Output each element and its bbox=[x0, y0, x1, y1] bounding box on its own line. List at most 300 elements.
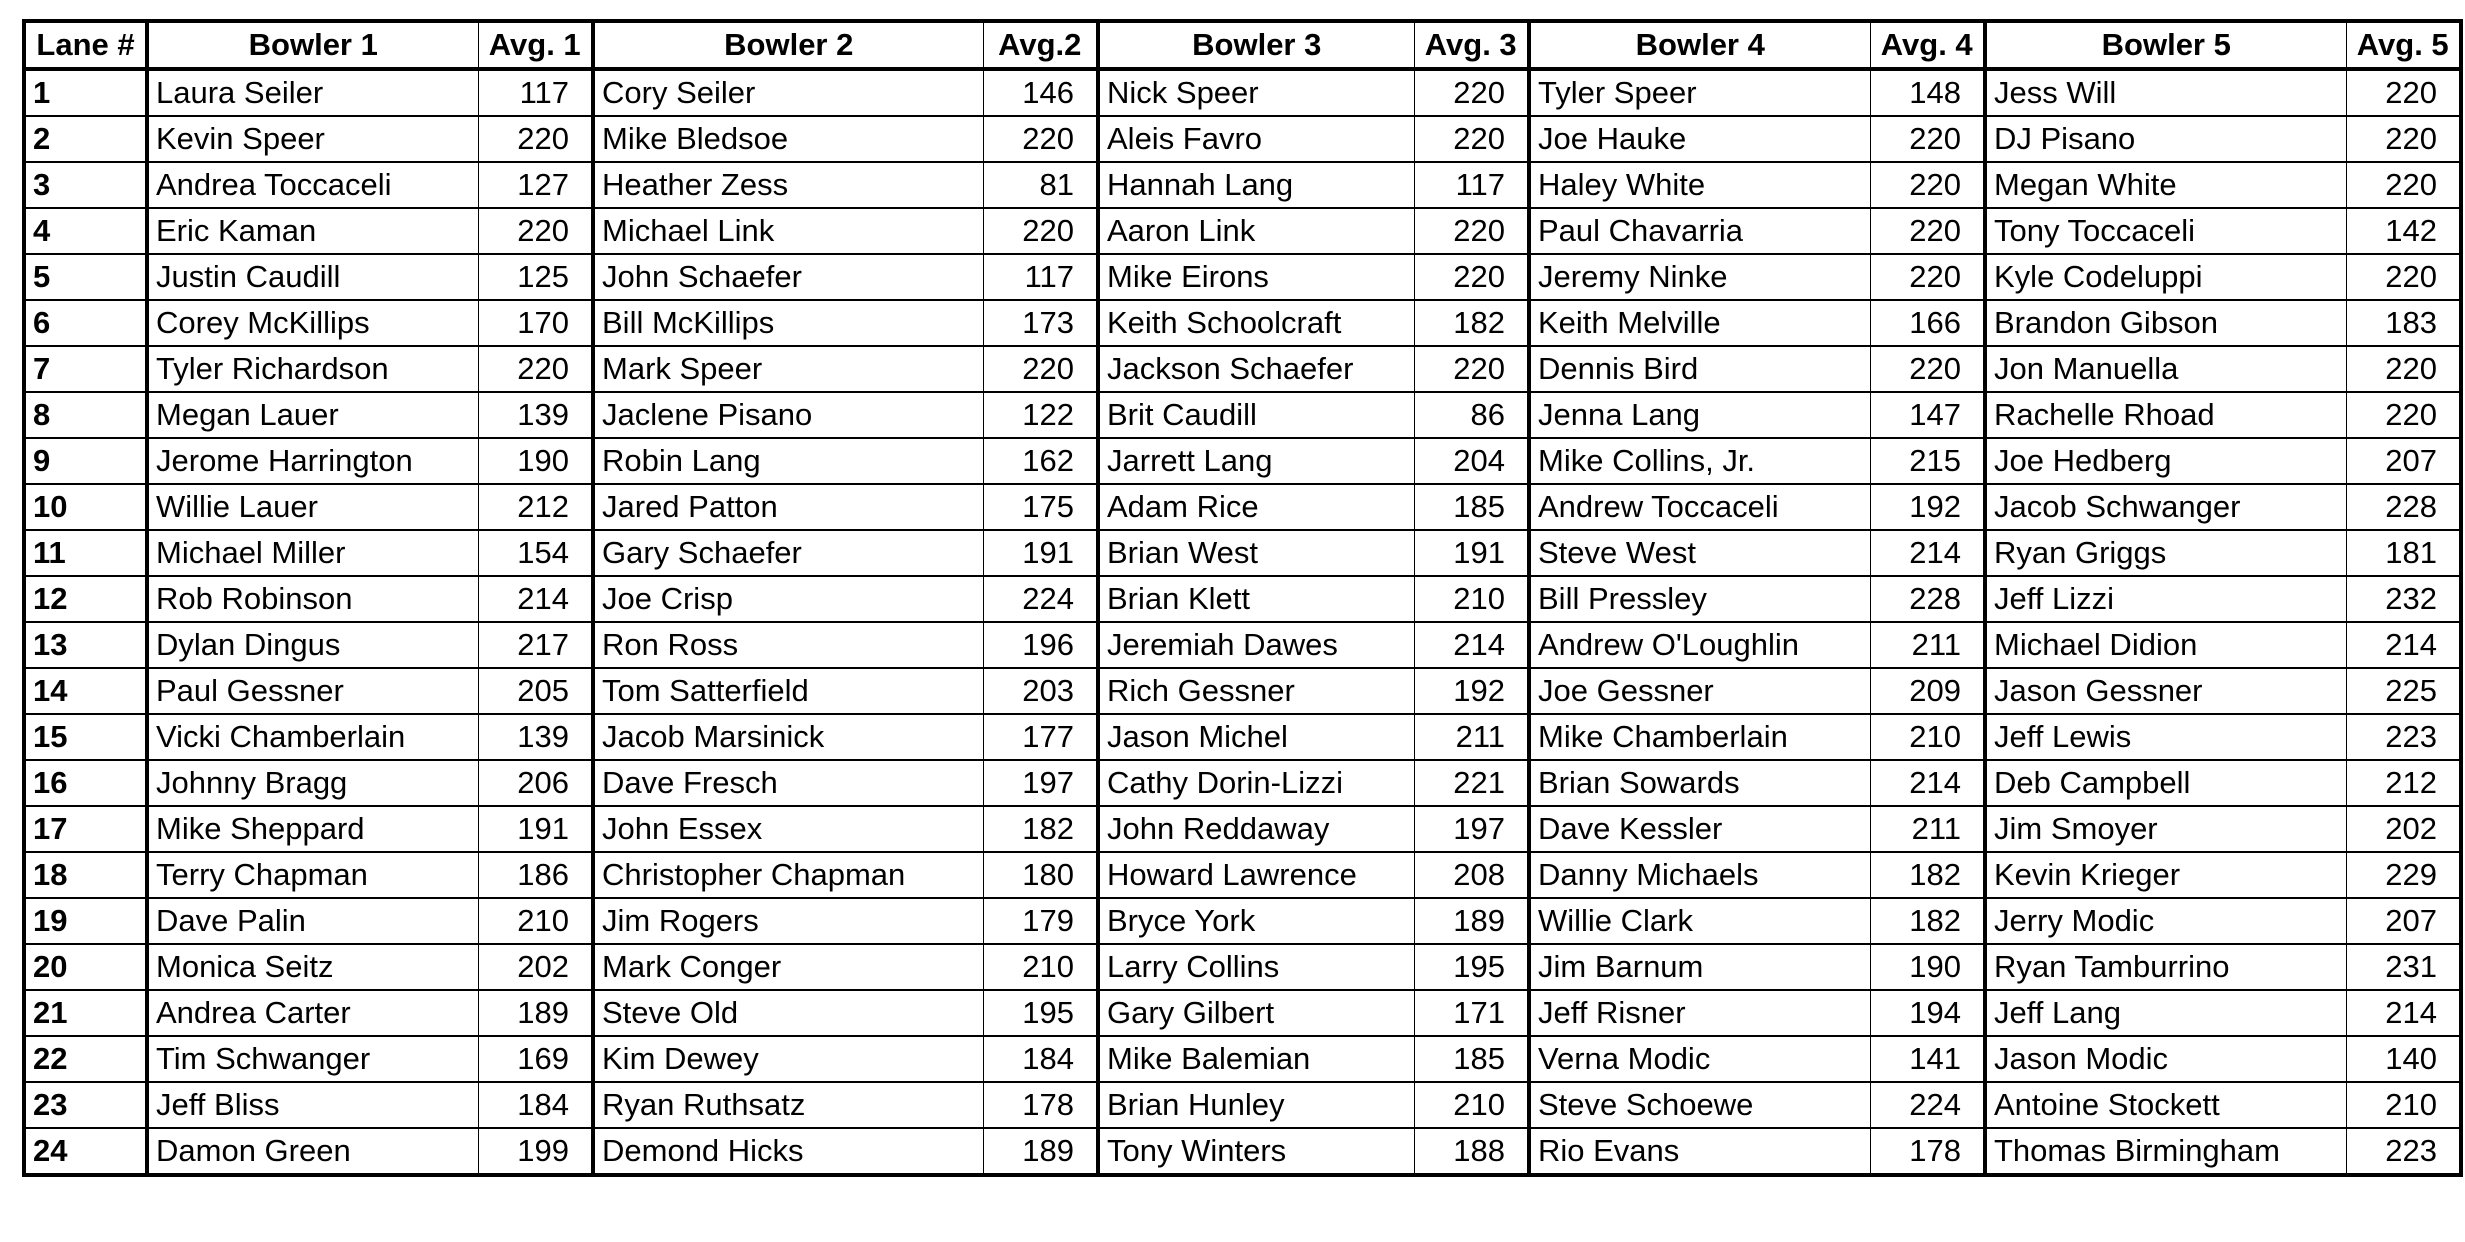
table-row bbox=[24, 116, 2461, 162]
bowler-2-name-cell: Mike Bledsoe bbox=[593, 116, 983, 162]
bowler-4-name-cell: Willie Clark bbox=[1529, 898, 1870, 944]
bowler-3-average-cell: 171 bbox=[1414, 990, 1529, 1036]
bowler-3-average-cell: 188 bbox=[1414, 1128, 1529, 1175]
bowler-3-name-cell: Brian Hunley bbox=[1098, 1082, 1414, 1128]
lane-number-cell: 23 bbox=[24, 1082, 147, 1128]
bowler-3-name-cell: Gary Gilbert bbox=[1098, 990, 1414, 1036]
table-row bbox=[24, 990, 2461, 1036]
bowler-2-average-cell: 162 bbox=[983, 438, 1098, 484]
bowler-5-average-cell: 229 bbox=[2346, 852, 2461, 898]
lane-number-cell: 6 bbox=[24, 300, 147, 346]
bowler-4-average-cell: 220 bbox=[1870, 346, 1985, 392]
bowler-1-average-cell: 127 bbox=[478, 162, 593, 208]
lane-number-cell: 21 bbox=[24, 990, 147, 1036]
bowler-4-name-cell: Steve West bbox=[1529, 530, 1870, 576]
bowler-3-name-cell: Mike Eirons bbox=[1098, 254, 1414, 300]
bowler-4-name-cell: Haley White bbox=[1529, 162, 1870, 208]
bowler-5-name-cell: Jeff Lewis bbox=[1985, 714, 2346, 760]
table-row bbox=[24, 69, 2461, 116]
bowler-2-average-cell: 220 bbox=[983, 208, 1098, 254]
bowler-5-average-cell: 228 bbox=[2346, 484, 2461, 530]
bowler-5-name-cell: Jeff Lang bbox=[1985, 990, 2346, 1036]
bowler-1-average-cell: 139 bbox=[478, 714, 593, 760]
bowler-4-name-cell: Andrew Toccaceli bbox=[1529, 484, 1870, 530]
bowler-2-average-cell: 224 bbox=[983, 576, 1098, 622]
bowler-3-header: Bowler 3 bbox=[1098, 21, 1414, 69]
bowler-4-name-cell: Steve Schoewe bbox=[1529, 1082, 1870, 1128]
bowler-1-average-cell: 220 bbox=[478, 346, 593, 392]
bowler-4-average-cell: 209 bbox=[1870, 668, 1985, 714]
bowler-4-name-cell: Jim Barnum bbox=[1529, 944, 1870, 990]
bowler-1-name-cell: Dave Palin bbox=[147, 898, 478, 944]
table-row bbox=[24, 346, 2461, 392]
lane-number-cell: 19 bbox=[24, 898, 147, 944]
bowler-1-average-cell: 169 bbox=[478, 1036, 593, 1082]
bowler-1-average-cell: 199 bbox=[478, 1128, 593, 1175]
bowler-5-average-cell: 140 bbox=[2346, 1036, 2461, 1082]
bowler-3-average-cell: 220 bbox=[1414, 69, 1529, 116]
bowler-2-name-cell: John Schaefer bbox=[593, 254, 983, 300]
bowler-1-name-cell: Johnny Bragg bbox=[147, 760, 478, 806]
lane-number-cell: 24 bbox=[24, 1128, 147, 1175]
bowler-4-average-cell: 141 bbox=[1870, 1036, 1985, 1082]
bowler-4-name-cell: Jeremy Ninke bbox=[1529, 254, 1870, 300]
bowler-3-average-cell: 86 bbox=[1414, 392, 1529, 438]
bowler-2-name-cell: Bill McKillips bbox=[593, 300, 983, 346]
avg-2-header: Avg.2 bbox=[983, 21, 1098, 69]
table-row bbox=[24, 162, 2461, 208]
bowler-1-average-cell: 191 bbox=[478, 806, 593, 852]
bowler-1-average-cell: 189 bbox=[478, 990, 593, 1036]
bowler-1-name-cell: Corey McKillips bbox=[147, 300, 478, 346]
bowler-5-average-cell: 223 bbox=[2346, 714, 2461, 760]
bowler-4-average-cell: 220 bbox=[1870, 208, 1985, 254]
table-row bbox=[24, 254, 2461, 300]
avg-1-header: Avg. 1 bbox=[478, 21, 593, 69]
bowler-2-average-cell: 180 bbox=[983, 852, 1098, 898]
bowler-1-average-cell: 125 bbox=[478, 254, 593, 300]
bowler-4-name-cell: Danny Michaels bbox=[1529, 852, 1870, 898]
bowler-5-name-cell: Jeff Lizzi bbox=[1985, 576, 2346, 622]
bowler-5-name-cell: Deb Campbell bbox=[1985, 760, 2346, 806]
bowler-1-name-cell: Tim Schwanger bbox=[147, 1036, 478, 1082]
bowler-5-average-cell: 220 bbox=[2346, 254, 2461, 300]
bowler-3-name-cell: Howard Lawrence bbox=[1098, 852, 1414, 898]
bowler-1-name-cell: Paul Gessner bbox=[147, 668, 478, 714]
bowler-1-name-cell: Megan Lauer bbox=[147, 392, 478, 438]
bowler-2-average-cell: 146 bbox=[983, 69, 1098, 116]
bowler-4-average-cell: 182 bbox=[1870, 898, 1985, 944]
bowler-2-name-cell: Steve Old bbox=[593, 990, 983, 1036]
bowler-3-average-cell: 220 bbox=[1414, 116, 1529, 162]
lane-number-cell: 22 bbox=[24, 1036, 147, 1082]
bowler-5-average-cell: 181 bbox=[2346, 530, 2461, 576]
bowler-3-average-cell: 214 bbox=[1414, 622, 1529, 668]
table-row bbox=[24, 208, 2461, 254]
bowler-1-average-cell: 220 bbox=[478, 208, 593, 254]
bowler-2-name-cell: Jim Rogers bbox=[593, 898, 983, 944]
bowler-1-name-cell: Andrea Toccaceli bbox=[147, 162, 478, 208]
bowler-2-average-cell: 189 bbox=[983, 1128, 1098, 1175]
bowler-5-name-cell: DJ Pisano bbox=[1985, 116, 2346, 162]
bowler-4-name-cell: Dave Kessler bbox=[1529, 806, 1870, 852]
bowler-1-name-cell: Justin Caudill bbox=[147, 254, 478, 300]
bowler-1-name-cell: Rob Robinson bbox=[147, 576, 478, 622]
bowler-1-average-cell: 205 bbox=[478, 668, 593, 714]
bowler-4-name-cell: Jeff Risner bbox=[1529, 990, 1870, 1036]
bowler-3-name-cell: Nick Speer bbox=[1098, 69, 1414, 116]
bowler-4-name-cell: Joe Gessner bbox=[1529, 668, 1870, 714]
bowler-5-average-cell: 207 bbox=[2346, 898, 2461, 944]
bowler-1-name-cell: Michael Miller bbox=[147, 530, 478, 576]
bowler-1-name-cell: Terry Chapman bbox=[147, 852, 478, 898]
bowler-3-average-cell: 197 bbox=[1414, 806, 1529, 852]
bowler-5-name-cell: Jason Gessner bbox=[1985, 668, 2346, 714]
bowler-1-average-cell: 186 bbox=[478, 852, 593, 898]
bowler-5-average-cell: 214 bbox=[2346, 990, 2461, 1036]
bowling-lane-assignments-table bbox=[22, 19, 2463, 1177]
lane-number-cell: 17 bbox=[24, 806, 147, 852]
bowler-4-name-cell: Paul Chavarria bbox=[1529, 208, 1870, 254]
bowler-3-average-cell: 191 bbox=[1414, 530, 1529, 576]
bowler-4-average-cell: 220 bbox=[1870, 162, 1985, 208]
bowler-3-average-cell: 117 bbox=[1414, 162, 1529, 208]
table-row bbox=[24, 576, 2461, 622]
bowler-3-average-cell: 185 bbox=[1414, 1036, 1529, 1082]
bowler-4-name-cell: Tyler Speer bbox=[1529, 69, 1870, 116]
bowler-2-average-cell: 210 bbox=[983, 944, 1098, 990]
bowler-5-name-cell: Ryan Griggs bbox=[1985, 530, 2346, 576]
bowler-5-name-cell: Jon Manuella bbox=[1985, 346, 2346, 392]
bowler-2-average-cell: 184 bbox=[983, 1036, 1098, 1082]
bowler-2-average-cell: 182 bbox=[983, 806, 1098, 852]
bowler-1-name-cell: Willie Lauer bbox=[147, 484, 478, 530]
bowler-4-average-cell: 210 bbox=[1870, 714, 1985, 760]
lane-number-cell: 5 bbox=[24, 254, 147, 300]
bowler-2-average-cell: 177 bbox=[983, 714, 1098, 760]
bowler-4-name-cell: Mike Collins, Jr. bbox=[1529, 438, 1870, 484]
bowler-4-name-cell: Bill Pressley bbox=[1529, 576, 1870, 622]
bowler-4-average-cell: 148 bbox=[1870, 69, 1985, 116]
bowler-4-name-cell: Jenna Lang bbox=[1529, 392, 1870, 438]
lane-number-cell: 14 bbox=[24, 668, 147, 714]
avg-4-header: Avg. 4 bbox=[1870, 21, 1985, 69]
table-row bbox=[24, 1036, 2461, 1082]
bowler-2-name-cell: Demond Hicks bbox=[593, 1128, 983, 1175]
bowler-1-average-cell: 220 bbox=[478, 116, 593, 162]
lane-number-cell: 1 bbox=[24, 69, 147, 116]
bowler-3-average-cell: 208 bbox=[1414, 852, 1529, 898]
bowler-4-average-cell: 147 bbox=[1870, 392, 1985, 438]
bowler-3-average-cell: 220 bbox=[1414, 346, 1529, 392]
bowler-2-name-cell: Jacob Marsinick bbox=[593, 714, 983, 760]
lane-number-cell: 9 bbox=[24, 438, 147, 484]
bowler-5-name-cell: Jacob Schwanger bbox=[1985, 484, 2346, 530]
bowler-5-name-cell: Jess Will bbox=[1985, 69, 2346, 116]
lane-number-cell: 20 bbox=[24, 944, 147, 990]
bowler-1-average-cell: 190 bbox=[478, 438, 593, 484]
bowler-1-name-cell: Dylan Dingus bbox=[147, 622, 478, 668]
bowler-2-name-cell: Robin Lang bbox=[593, 438, 983, 484]
bowler-4-name-cell: Rio Evans bbox=[1529, 1128, 1870, 1175]
bowler-1-name-cell: Tyler Richardson bbox=[147, 346, 478, 392]
lane-number-cell: 12 bbox=[24, 576, 147, 622]
bowler-5-average-cell: 232 bbox=[2346, 576, 2461, 622]
bowler-1-average-cell: 214 bbox=[478, 576, 593, 622]
bowler-2-name-cell: Ron Ross bbox=[593, 622, 983, 668]
bowler-3-name-cell: Brian West bbox=[1098, 530, 1414, 576]
bowler-3-name-cell: Larry Collins bbox=[1098, 944, 1414, 990]
bowler-5-name-cell: Brandon Gibson bbox=[1985, 300, 2346, 346]
bowler-2-name-cell: Cory Seiler bbox=[593, 69, 983, 116]
bowler-5-average-cell: 220 bbox=[2346, 346, 2461, 392]
avg-3-header: Avg. 3 bbox=[1414, 21, 1529, 69]
bowler-3-average-cell: 221 bbox=[1414, 760, 1529, 806]
bowler-2-average-cell: 196 bbox=[983, 622, 1098, 668]
bowler-5-name-cell: Joe Hedberg bbox=[1985, 438, 2346, 484]
avg-5-header: Avg. 5 bbox=[2346, 21, 2461, 69]
bowler-1-average-cell: 206 bbox=[478, 760, 593, 806]
bowler-2-name-cell: Jaclene Pisano bbox=[593, 392, 983, 438]
bowler-5-average-cell: 214 bbox=[2346, 622, 2461, 668]
bowler-2-average-cell: 191 bbox=[983, 530, 1098, 576]
bowler-2-name-cell: Joe Crisp bbox=[593, 576, 983, 622]
table-row bbox=[24, 760, 2461, 806]
bowler-2-average-cell: 117 bbox=[983, 254, 1098, 300]
bowler-3-average-cell: 189 bbox=[1414, 898, 1529, 944]
table-row bbox=[24, 484, 2461, 530]
bowler-2-name-cell: Mark Speer bbox=[593, 346, 983, 392]
bowler-2-name-cell: Jared Patton bbox=[593, 484, 983, 530]
bowler-5-average-cell: 142 bbox=[2346, 208, 2461, 254]
bowler-2-average-cell: 81 bbox=[983, 162, 1098, 208]
bowler-5-name-cell: Jim Smoyer bbox=[1985, 806, 2346, 852]
table-row bbox=[24, 1128, 2461, 1175]
bowler-5-average-cell: 220 bbox=[2346, 69, 2461, 116]
bowler-4-name-cell: Brian Sowards bbox=[1529, 760, 1870, 806]
bowler-2-average-cell: 179 bbox=[983, 898, 1098, 944]
bowler-1-average-cell: 212 bbox=[478, 484, 593, 530]
bowler-1-average-cell: 170 bbox=[478, 300, 593, 346]
bowler-5-average-cell: 220 bbox=[2346, 392, 2461, 438]
bowler-1-name-cell: Mike Sheppard bbox=[147, 806, 478, 852]
bowler-3-name-cell: Brit Caudill bbox=[1098, 392, 1414, 438]
bowler-2-average-cell: 175 bbox=[983, 484, 1098, 530]
bowler-3-name-cell: Jeremiah Dawes bbox=[1098, 622, 1414, 668]
bowler-1-average-cell: 210 bbox=[478, 898, 593, 944]
bowler-3-average-cell: 210 bbox=[1414, 1082, 1529, 1128]
bowler-5-name-cell: Kevin Krieger bbox=[1985, 852, 2346, 898]
table-row bbox=[24, 622, 2461, 668]
bowler-4-average-cell: 211 bbox=[1870, 806, 1985, 852]
bowler-1-name-cell: Eric Kaman bbox=[147, 208, 478, 254]
bowler-2-average-cell: 197 bbox=[983, 760, 1098, 806]
bowler-2-average-cell: 122 bbox=[983, 392, 1098, 438]
lane-number-cell: 10 bbox=[24, 484, 147, 530]
bowler-3-average-cell: 220 bbox=[1414, 254, 1529, 300]
bowler-5-average-cell: 212 bbox=[2346, 760, 2461, 806]
bowler-4-average-cell: 192 bbox=[1870, 484, 1985, 530]
bowler-2-name-cell: Dave Fresch bbox=[593, 760, 983, 806]
header-row bbox=[24, 21, 2461, 69]
bowler-3-name-cell: Aleis Favro bbox=[1098, 116, 1414, 162]
lane-number-cell: 18 bbox=[24, 852, 147, 898]
bowler-3-name-cell: Keith Schoolcraft bbox=[1098, 300, 1414, 346]
table-row bbox=[24, 806, 2461, 852]
bowler-5-name-cell: Michael Didion bbox=[1985, 622, 2346, 668]
bowler-2-name-cell: Gary Schaefer bbox=[593, 530, 983, 576]
bowler-5-name-cell: Jason Modic bbox=[1985, 1036, 2346, 1082]
bowler-3-name-cell: Rich Gessner bbox=[1098, 668, 1414, 714]
bowler-3-name-cell: Aaron Link bbox=[1098, 208, 1414, 254]
bowler-2-name-cell: Kim Dewey bbox=[593, 1036, 983, 1082]
bowler-1-average-cell: 117 bbox=[478, 69, 593, 116]
lane-header: Lane # bbox=[24, 21, 147, 69]
table-row bbox=[24, 852, 2461, 898]
table-row bbox=[24, 898, 2461, 944]
table-row bbox=[24, 392, 2461, 438]
bowler-5-name-cell: Jerry Modic bbox=[1985, 898, 2346, 944]
bowler-1-name-cell: Kevin Speer bbox=[147, 116, 478, 162]
bowler-5-average-cell: 225 bbox=[2346, 668, 2461, 714]
bowler-5-average-cell: 231 bbox=[2346, 944, 2461, 990]
table-row bbox=[24, 300, 2461, 346]
bowler-5-average-cell: 210 bbox=[2346, 1082, 2461, 1128]
bowler-2-name-cell: John Essex bbox=[593, 806, 983, 852]
bowler-5-name-cell: Thomas Birmingham bbox=[1985, 1128, 2346, 1175]
bowler-4-average-cell: 214 bbox=[1870, 760, 1985, 806]
bowler-5-average-cell: 223 bbox=[2346, 1128, 2461, 1175]
bowler-1-average-cell: 154 bbox=[478, 530, 593, 576]
bowler-5-average-cell: 183 bbox=[2346, 300, 2461, 346]
bowler-5-average-cell: 220 bbox=[2346, 162, 2461, 208]
bowler-3-name-cell: Jason Michel bbox=[1098, 714, 1414, 760]
bowler-2-header: Bowler 2 bbox=[593, 21, 983, 69]
bowler-2-average-cell: 178 bbox=[983, 1082, 1098, 1128]
bowler-4-header: Bowler 4 bbox=[1529, 21, 1870, 69]
bowler-3-name-cell: Tony Winters bbox=[1098, 1128, 1414, 1175]
bowler-2-average-cell: 220 bbox=[983, 116, 1098, 162]
bowler-2-name-cell: Mark Conger bbox=[593, 944, 983, 990]
bowler-4-name-cell: Verna Modic bbox=[1529, 1036, 1870, 1082]
bowler-1-average-cell: 184 bbox=[478, 1082, 593, 1128]
bowler-4-average-cell: 178 bbox=[1870, 1128, 1985, 1175]
lane-number-cell: 11 bbox=[24, 530, 147, 576]
bowler-4-name-cell: Joe Hauke bbox=[1529, 116, 1870, 162]
bowler-3-average-cell: 210 bbox=[1414, 576, 1529, 622]
bowler-3-name-cell: Brian Klett bbox=[1098, 576, 1414, 622]
bowler-4-average-cell: 220 bbox=[1870, 254, 1985, 300]
bowler-1-name-cell: Jeff Bliss bbox=[147, 1082, 478, 1128]
bowler-2-average-cell: 220 bbox=[983, 346, 1098, 392]
bowler-3-average-cell: 185 bbox=[1414, 484, 1529, 530]
bowler-3-name-cell: Jarrett Lang bbox=[1098, 438, 1414, 484]
bowler-2-average-cell: 173 bbox=[983, 300, 1098, 346]
bowler-4-average-cell: 182 bbox=[1870, 852, 1985, 898]
bowler-5-average-cell: 202 bbox=[2346, 806, 2461, 852]
bowler-4-average-cell: 224 bbox=[1870, 1082, 1985, 1128]
bowler-3-name-cell: Mike Balemian bbox=[1098, 1036, 1414, 1082]
bowler-1-header: Bowler 1 bbox=[147, 21, 478, 69]
bowler-1-name-cell: Laura Seiler bbox=[147, 69, 478, 116]
bowler-3-name-cell: Cathy Dorin-Lizzi bbox=[1098, 760, 1414, 806]
table-row bbox=[24, 1082, 2461, 1128]
bowler-2-name-cell: Ryan Ruthsatz bbox=[593, 1082, 983, 1128]
bowler-3-average-cell: 211 bbox=[1414, 714, 1529, 760]
bowler-5-name-cell: Kyle Codeluppi bbox=[1985, 254, 2346, 300]
bowler-5-average-cell: 207 bbox=[2346, 438, 2461, 484]
bowler-5-name-cell: Antoine Stockett bbox=[1985, 1082, 2346, 1128]
bowler-4-name-cell: Mike Chamberlain bbox=[1529, 714, 1870, 760]
table-row bbox=[24, 530, 2461, 576]
bowler-1-average-cell: 202 bbox=[478, 944, 593, 990]
bowler-5-name-cell: Megan White bbox=[1985, 162, 2346, 208]
bowler-3-average-cell: 204 bbox=[1414, 438, 1529, 484]
bowler-4-name-cell: Andrew O'Loughlin bbox=[1529, 622, 1870, 668]
bowler-2-name-cell: Heather Zess bbox=[593, 162, 983, 208]
bowler-3-average-cell: 220 bbox=[1414, 208, 1529, 254]
lane-number-cell: 3 bbox=[24, 162, 147, 208]
bowler-1-name-cell: Jerome Harrington bbox=[147, 438, 478, 484]
lane-number-cell: 13 bbox=[24, 622, 147, 668]
bowler-5-name-cell: Rachelle Rhoad bbox=[1985, 392, 2346, 438]
bowler-3-average-cell: 182 bbox=[1414, 300, 1529, 346]
bowler-1-name-cell: Monica Seitz bbox=[147, 944, 478, 990]
bowler-2-average-cell: 203 bbox=[983, 668, 1098, 714]
lane-number-cell: 8 bbox=[24, 392, 147, 438]
table-row bbox=[24, 668, 2461, 714]
bowler-4-average-cell: 194 bbox=[1870, 990, 1985, 1036]
bowler-3-name-cell: Bryce York bbox=[1098, 898, 1414, 944]
lane-number-cell: 7 bbox=[24, 346, 147, 392]
bowler-3-name-cell: Adam Rice bbox=[1098, 484, 1414, 530]
bowler-3-name-cell: Jackson Schaefer bbox=[1098, 346, 1414, 392]
bowler-2-name-cell: Tom Satterfield bbox=[593, 668, 983, 714]
bowler-3-average-cell: 195 bbox=[1414, 944, 1529, 990]
bowler-1-name-cell: Andrea Carter bbox=[147, 990, 478, 1036]
bowler-4-average-cell: 228 bbox=[1870, 576, 1985, 622]
bowler-5-name-cell: Tony Toccaceli bbox=[1985, 208, 2346, 254]
bowler-4-average-cell: 211 bbox=[1870, 622, 1985, 668]
lane-number-cell: 4 bbox=[24, 208, 147, 254]
bowler-4-average-cell: 214 bbox=[1870, 530, 1985, 576]
bowler-2-average-cell: 195 bbox=[983, 990, 1098, 1036]
bowler-1-average-cell: 139 bbox=[478, 392, 593, 438]
bowler-3-name-cell: Hannah Lang bbox=[1098, 162, 1414, 208]
lane-number-cell: 15 bbox=[24, 714, 147, 760]
bowler-4-average-cell: 215 bbox=[1870, 438, 1985, 484]
lane-number-cell: 16 bbox=[24, 760, 147, 806]
bowler-2-name-cell: Christopher Chapman bbox=[593, 852, 983, 898]
table-row bbox=[24, 714, 2461, 760]
bowler-1-name-cell: Vicki Chamberlain bbox=[147, 714, 478, 760]
bowler-4-name-cell: Keith Melville bbox=[1529, 300, 1870, 346]
table-row bbox=[24, 944, 2461, 990]
bowler-4-name-cell: Dennis Bird bbox=[1529, 346, 1870, 392]
bowler-5-header: Bowler 5 bbox=[1985, 21, 2346, 69]
bowler-5-average-cell: 220 bbox=[2346, 116, 2461, 162]
lane-number-cell: 2 bbox=[24, 116, 147, 162]
bowler-4-average-cell: 190 bbox=[1870, 944, 1985, 990]
bowler-3-name-cell: John Reddaway bbox=[1098, 806, 1414, 852]
bowler-4-average-cell: 166 bbox=[1870, 300, 1985, 346]
bowler-1-name-cell: Damon Green bbox=[147, 1128, 478, 1175]
bowler-3-average-cell: 192 bbox=[1414, 668, 1529, 714]
bowler-1-average-cell: 217 bbox=[478, 622, 593, 668]
table-row bbox=[24, 438, 2461, 484]
bowler-4-average-cell: 220 bbox=[1870, 116, 1985, 162]
bowler-5-name-cell: Ryan Tamburrino bbox=[1985, 944, 2346, 990]
